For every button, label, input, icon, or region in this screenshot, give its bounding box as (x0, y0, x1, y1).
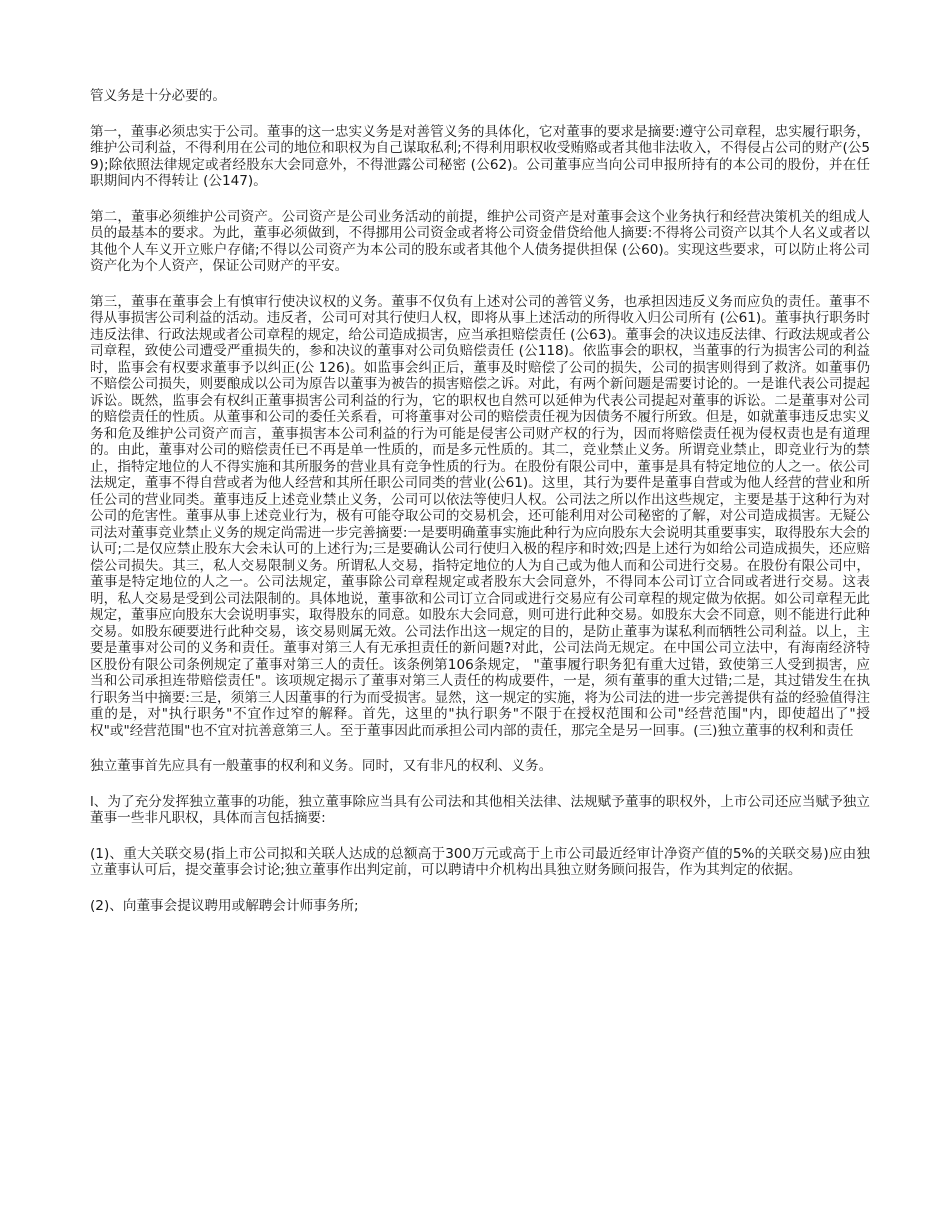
list-item-related-transactions: (1)、重大关联交易(指上市公司拟和关联人达成的总额高于300万元或高于上市公司最近经审计净资产值的5%的关联交易)应由独立董事认可后，提交董事会讨论;独立董事作出判定前，可以聘请中介机构出具独立财务顾问报告，作为其判定的依据。 (90, 845, 870, 878)
list-item-auditor-proposal: (2)、向董事会提议聘用或解聘会计师事务所; (90, 897, 359, 914)
paragraph-independent-director: 独立董事首先应具有一般董事的权利和义务。同时，又有非凡的权利、义务。 (90, 758, 553, 774)
paragraph-asset-duty: 第二，董事必须维护公司资产。公司资产是公司业务活动的前提，维护公司资产是对董事会这个业务执行和经营决策机关的组成人员的最基本的要求。为此，董事必须做到，不得挪用公司资金或者将公司资金借贷给他人摘要:不得将公司资产以其个人名义或者以其他个人车义开立账户存储;不得以公司资产为本公司的股东或者其他个人债务提供担保 (公60)。实现这些要求，可以防止将公司资产化为个人资产，保证公司财产的平安。 (90, 208, 870, 274)
paragraph-continuation: 管义务是十分必要的。 (90, 88, 226, 104)
paragraph-loyalty-duty: 第一，董事必须忠实于公司。董事的这一忠实义务是对善管义务的具体化，它对董事的要求是摘要:遵守公司章程，忠实履行职务，维护公司利益，不得利用在公司的地位和职权为自己谋取私利;不得利用职权收受贿赂或者其他非法收入，不得侵占公司的财产(公59);除依照法律规定或者经股东大会同意外，不得泄露公司秘密 (公62)。公司董事应当向公司申报所持有的本公司的股份，并在任职期间内不得转让 (公147)。 (90, 123, 870, 189)
paragraph-special-powers: l、为了充分发挥独立董事的功能，独立董事除应当具有公司法和其他相关法律、法规赋予董事的职权外，上市公司还应当赋予独立董事一些非凡职权，具体而言包括摘要: (90, 793, 870, 826)
paragraph-resolution-duty: 第三，董事在董事会上有慎审行使决议权的义务。董事不仅负有上述对公司的善管义务，也承担因违反义务而应负的责任。董事不得从事损害公司利益的活动。违反者，公司可对其行使归人权，即将从事上述活动的所得收入归公司所有 (公61)。董事执行职务时违反法律、行政法规或者公司章程的规定，给公司造成损害，应当承担赔偿责任 (公63)。董事会的决议违反法律、行政法规或者公司章程，致使公司遭受严重损失的，参和决议的董事对公司负赔偿责任 (公118)。依监事会的职权，当董事的行为损害公司的利益时，监事会有权要求董事予以纠正(公 126)。如监事会纠正后，董事及时赔偿了公司的损失，公司的损害则得到了救济。如董事仍不赔偿公司损失，则要酿成以公司为原告以董事为被告的损害赔偿之诉。对此，有两个新问题是需要讨论的。一是谁代表公司提起诉讼。既然，监事会有权纠正董事损害公司利益的行为，它的职权也自然可以延伸为代表公司提起对董事的诉讼。二是董事对公司的赔偿责任的性质。从董事和公司的委任关系看，可将董事对公司的赔偿责任视为因债务不履行所致。但是，如就董事违反忠实义务和危及维护公司资产而言，董事损害本公司利益的行为可能是侵害公司财产权的行为，因而将赔偿责任视为侵权责也是有道理的。由此，董事对公司的赔偿责任已不再是单一性质的，而是多元性质的。其二，竞业禁止义务。所谓竞业禁止，即竞业行为的禁止，指特定地位的人不得实施和其所服务的营业具有竞争性质的行为。在股份有限公司中，董事是具有特定地位的人之一。依公司法规定，董事不得自营或者为他人经营和其所任职公司同类的营业(公61)。这里，其行为要件是董事自营或为他人经营的营业和所任公司的营业同类。董事违反上述竞业禁止义务，公司可以依法等使归人权。公司法之所以作出这些规定，主要是基于这种行为对公司的危害性。董事从事上述竞业行为，极有可能夺取公司的交易机会，还可能利用对公司秘密的了解，对公司造成损害。无疑公司法对董事竞业禁止义务的规定尚需进一步完善摘要:一是要明确董事实施此种行为应向股东大会说明其重要事实，取得股东大会的认可;二是仅应禁止股东大会未认可的上述行为;三是要确认公司行使归入极的程序和时效;四是上述行为如给公司造成损失，还应赔偿公司损失。其三，私人交易限制义务。所谓私人交易，指特定地位的人为自己或为他人而和公司进行交易。在股份有限公司中，董事是特定地位的人之一。公司法规定，董事除公司章程规定或者股东大会同意外，不得同本公司订立合同或者进行交易。这表明，私人交易是受到公司法限制的。具体地说，董事欲和公司订立合同或进行交易应有公司章程的规定做为依据。如公司章程无此规定，董事应向股东大会说明事实，取得股东的同意。如股东大会同意，则可进行此种交易。如股东大会不同意，则不能进行此种交易。如股东硬要进行此种交易，该交易则属无效。公司法作出这一规定的目的，是防止董事为谋私利而牺牲公司利益。以上，主要是董事对公司的义务和责任。董事对第三人有无承担责任的新问题?对此，公司法尚无规定。在中国公司立法中，有海南经济特区股份有限公司条例规定了董事对第三人的责任。该条例第106条规定， "董事履行职务犯有重大过错，致使第三人受到损害，应当和公司承担连带赔偿责任"。该项规定揭示了董事对第三人责任的构成要件，一是，须有董事的重大过错;二是，其过错发生在执行职务当中摘要:三是，须第三人因董事的行为而受损害。显然，这一规定的实施，将为公司法的进一步完善提供有益的经验值得注重的是，对"执行职务"不宜作过窄的解释。首先，这里的"执行职务"不限于在授权范围和公司"经营范围"内，即使超出了"授权"或"经营范围"也不宜对抗善意第三人。至于董事因此而承担公司内部的责任，那完全是另一回事。(三)独立董事的权利和责任 (90, 293, 870, 739)
